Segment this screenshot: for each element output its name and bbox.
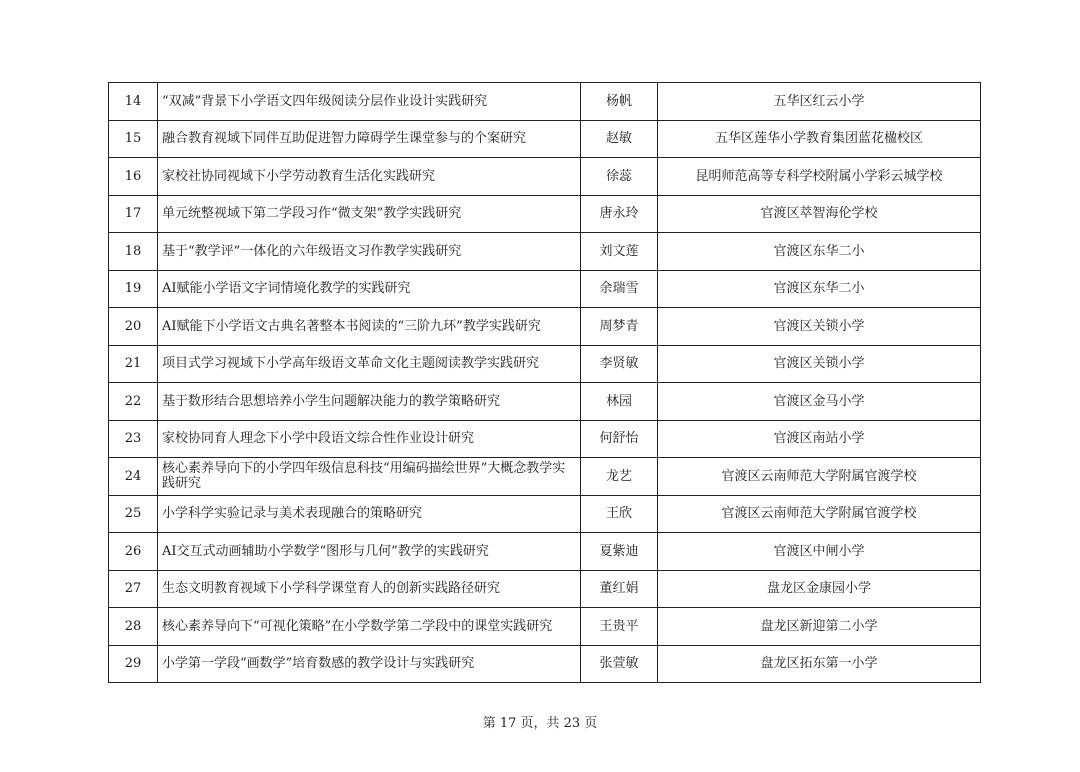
project-title-cell: 小学科学实验记录与美术表现融合的策略研究 xyxy=(158,495,581,533)
row-number-cell: 24 xyxy=(109,458,158,496)
school-cell: 盘龙区新迎第二小学 xyxy=(658,608,981,646)
author-cell: 刘文莲 xyxy=(581,233,658,271)
author-cell: 赵敏 xyxy=(581,120,658,158)
project-title-cell: 家校社协同视域下小学劳动教育生活化实践研究 xyxy=(158,158,581,196)
author-cell: 董红娟 xyxy=(581,570,658,608)
project-title-cell: 单元统整视域下第二学段习作“微支架”教学实践研究 xyxy=(158,195,581,233)
project-title-cell: AI交互式动画辅助小学数学“图形与几何”教学的实践研究 xyxy=(158,533,581,571)
table-row xyxy=(109,383,981,421)
author-cell: 何舒怡 xyxy=(581,420,658,458)
table-row xyxy=(109,83,981,121)
author-cell: 林园 xyxy=(581,383,658,421)
author-cell: 李贤敏 xyxy=(581,345,658,383)
project-title-cell: 基于数形结合思想培养小学生问题解决能力的教学策略研究 xyxy=(158,383,581,421)
author-cell: 杨帆 xyxy=(581,83,658,121)
author-cell: 王欣 xyxy=(581,495,658,533)
school-cell: 五华区莲华小学教育集团蓝花楹校区 xyxy=(658,120,981,158)
school-cell: 官渡区东华二小 xyxy=(658,233,981,271)
table-row xyxy=(109,308,981,346)
row-number-cell: 29 xyxy=(109,645,158,683)
row-number-cell: 22 xyxy=(109,383,158,421)
school-cell: 昆明师范高等专科学校附属小学彩云城学校 xyxy=(658,158,981,196)
author-cell: 徐蕊 xyxy=(581,158,658,196)
table-row xyxy=(109,458,981,496)
table-row xyxy=(109,233,981,271)
author-cell: 周梦青 xyxy=(581,308,658,346)
project-title-cell: 核心素养导向下的小学四年级信息科技“用编码描绘世界”大概念教学实践研究 xyxy=(158,458,581,496)
table-row xyxy=(109,495,981,533)
row-number-cell: 26 xyxy=(109,533,158,571)
school-cell: 官渡区萃智海伦学校 xyxy=(658,195,981,233)
school-cell: 官渡区中闸小学 xyxy=(658,533,981,571)
table-row xyxy=(109,570,981,608)
school-cell: 官渡区云南师范大学附属官渡学校 xyxy=(658,458,981,496)
row-number-cell: 20 xyxy=(109,308,158,346)
project-title-cell: 融合教育视域下同伴互助促进智力障碍学生课堂参与的个案研究 xyxy=(158,120,581,158)
author-cell: 张萱敏 xyxy=(581,645,658,683)
row-number-cell: 23 xyxy=(109,420,158,458)
table-row xyxy=(109,120,981,158)
project-title-cell: 家校协同育人理念下小学中段语文综合性作业设计研究 xyxy=(158,420,581,458)
school-cell: 盘龙区金康园小学 xyxy=(658,570,981,608)
page-number-footer: 第 17 页，共 23 页 xyxy=(482,716,598,731)
project-title-cell: AI赋能小学语文字词情境化教学的实践研究 xyxy=(158,270,581,308)
school-cell: 盘龙区拓东第一小学 xyxy=(658,645,981,683)
table-row xyxy=(109,533,981,571)
row-number-cell: 16 xyxy=(109,158,158,196)
author-cell: 龙艺 xyxy=(581,458,658,496)
project-title-cell: 小学第一学段“画数学”培育数感的教学设计与实践研究 xyxy=(158,645,581,683)
school-cell: 官渡区南站小学 xyxy=(658,420,981,458)
row-number-cell: 28 xyxy=(109,608,158,646)
row-number-cell: 19 xyxy=(109,270,158,308)
table-row xyxy=(109,645,981,683)
project-title-cell: 生态文明教育视域下小学科学课堂育人的创新实践路径研究 xyxy=(158,570,581,608)
school-cell: 官渡区云南师范大学附属官渡学校 xyxy=(658,495,981,533)
project-title-cell: 核心素养导向下“可视化策略”在小学数学第二学段中的课堂实践研究 xyxy=(158,608,581,646)
project-list-table xyxy=(108,82,981,683)
row-number-cell: 17 xyxy=(109,195,158,233)
table-row xyxy=(109,608,981,646)
table-row xyxy=(109,420,981,458)
author-cell: 唐永玲 xyxy=(581,195,658,233)
project-title-cell: 基于“教学评”一体化的六年级语文习作教学实践研究 xyxy=(158,233,581,271)
row-number-cell: 18 xyxy=(109,233,158,271)
author-cell: 夏紫迪 xyxy=(581,533,658,571)
school-cell: 官渡区金马小学 xyxy=(658,383,981,421)
row-number-cell: 25 xyxy=(109,495,158,533)
school-cell: 官渡区关锁小学 xyxy=(658,345,981,383)
school-cell: 五华区红云小学 xyxy=(658,83,981,121)
author-cell: 余瑞雪 xyxy=(581,270,658,308)
author-cell: 王贵平 xyxy=(581,608,658,646)
school-cell: 官渡区关锁小学 xyxy=(658,308,981,346)
table-row xyxy=(109,158,981,196)
table-body xyxy=(109,83,981,683)
table-row xyxy=(109,195,981,233)
project-title-cell: “双减”背景下小学语文四年级阅读分层作业设计实践研究 xyxy=(158,83,581,121)
row-number-cell: 27 xyxy=(109,570,158,608)
project-title-cell: 项目式学习视域下小学高年级语文革命文化主题阅读教学实践研究 xyxy=(158,345,581,383)
row-number-cell: 14 xyxy=(109,83,158,121)
row-number-cell: 21 xyxy=(109,345,158,383)
table-row xyxy=(109,345,981,383)
project-title-cell: AI赋能下小学语文古典名著整本书阅读的“三阶九环”教学实践研究 xyxy=(158,308,581,346)
row-number-cell: 15 xyxy=(109,120,158,158)
table-row xyxy=(109,270,981,308)
school-cell: 官渡区东华二小 xyxy=(658,270,981,308)
